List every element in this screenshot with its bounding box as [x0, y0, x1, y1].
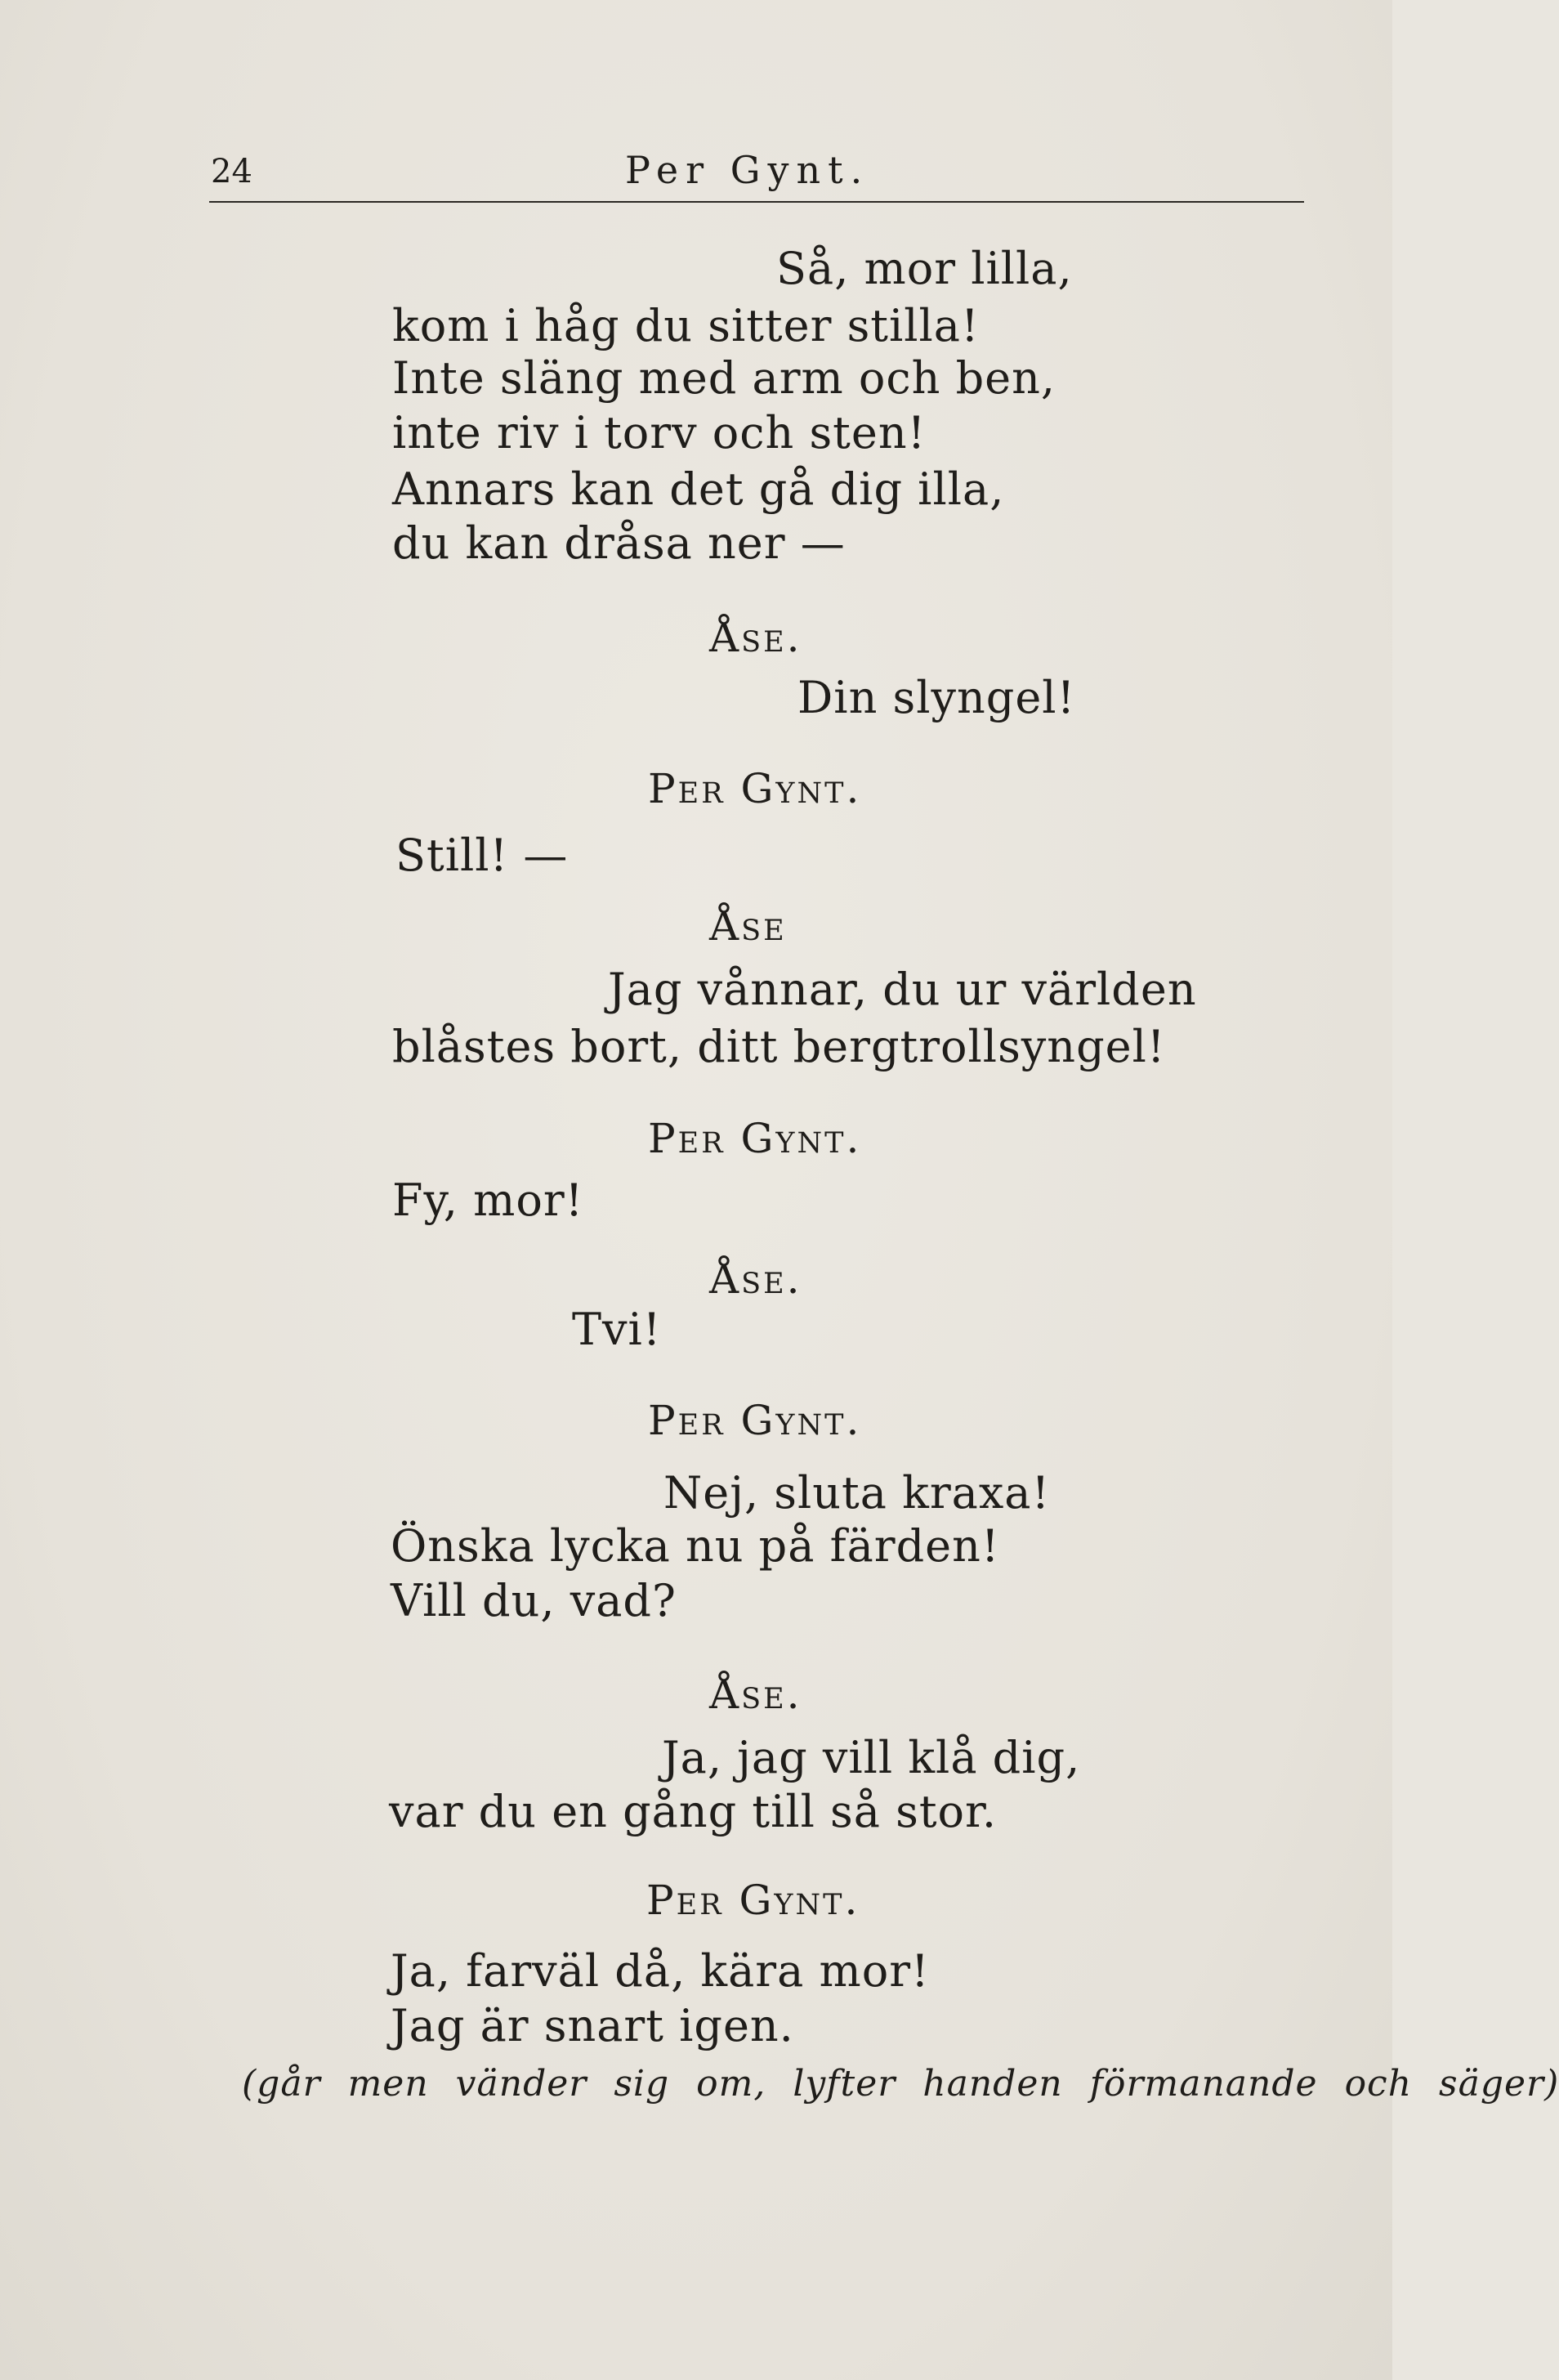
verse-line: Ja, farväl då, kära mor!: [391, 1945, 930, 1997]
speaker-name: Per Gynt.: [646, 1877, 860, 1924]
verse-line: Så, mor lilla,: [776, 243, 1073, 294]
verse-line: Din slyngel!: [797, 672, 1076, 723]
page-number: 24: [211, 153, 252, 190]
verse-line: var du en gång till så stor.: [389, 1786, 998, 1837]
speaker-name: Per Gynt.: [648, 1397, 862, 1444]
verse-line: Jag är snart igen.: [391, 2000, 794, 2051]
verse-line: Önska lycka nu på färden!: [391, 1520, 1000, 1572]
verse-line: Fy, mor!: [392, 1174, 584, 1226]
speaker-name: Åse.: [709, 614, 802, 661]
verse-line: Tvi!: [572, 1304, 662, 1355]
verse-line: kom i håg du sitter stilla!: [392, 300, 980, 351]
stage-direction: (går men vänder sig om, lyfter handen förmanande och säger): [242, 2063, 1559, 2105]
verse-line: Vill du, vad?: [391, 1575, 677, 1626]
verse-line: Still! —: [395, 830, 569, 881]
speaker-name: Åse: [709, 902, 787, 950]
speaker-name: Åse.: [709, 1671, 802, 1718]
verse-line: Annars kan det gå dig illa,: [392, 463, 1005, 515]
verse-line: Jag vånnar, du ur världen: [608, 964, 1197, 1015]
verse-line: du kan dråsa ner —: [392, 517, 846, 569]
verse-line: Nej, sluta kraxa!: [663, 1467, 1051, 1519]
verse-line: Inte släng med arm och ben,: [392, 352, 1056, 404]
verse-line: inte riv i torv och sten!: [392, 407, 927, 459]
header-rule: [209, 201, 1304, 203]
running-header-title: Per Gynt.: [625, 148, 870, 192]
speaker-name: Per Gynt.: [648, 765, 862, 812]
verse-line: Ja, jag vill klå dig,: [662, 1732, 1081, 1783]
speaker-name: Per Gynt.: [648, 1115, 862, 1162]
speaker-name: Åse.: [709, 1255, 802, 1303]
verse-line: blåstes bort, ditt bergtrollsyngel!: [392, 1021, 1166, 1072]
